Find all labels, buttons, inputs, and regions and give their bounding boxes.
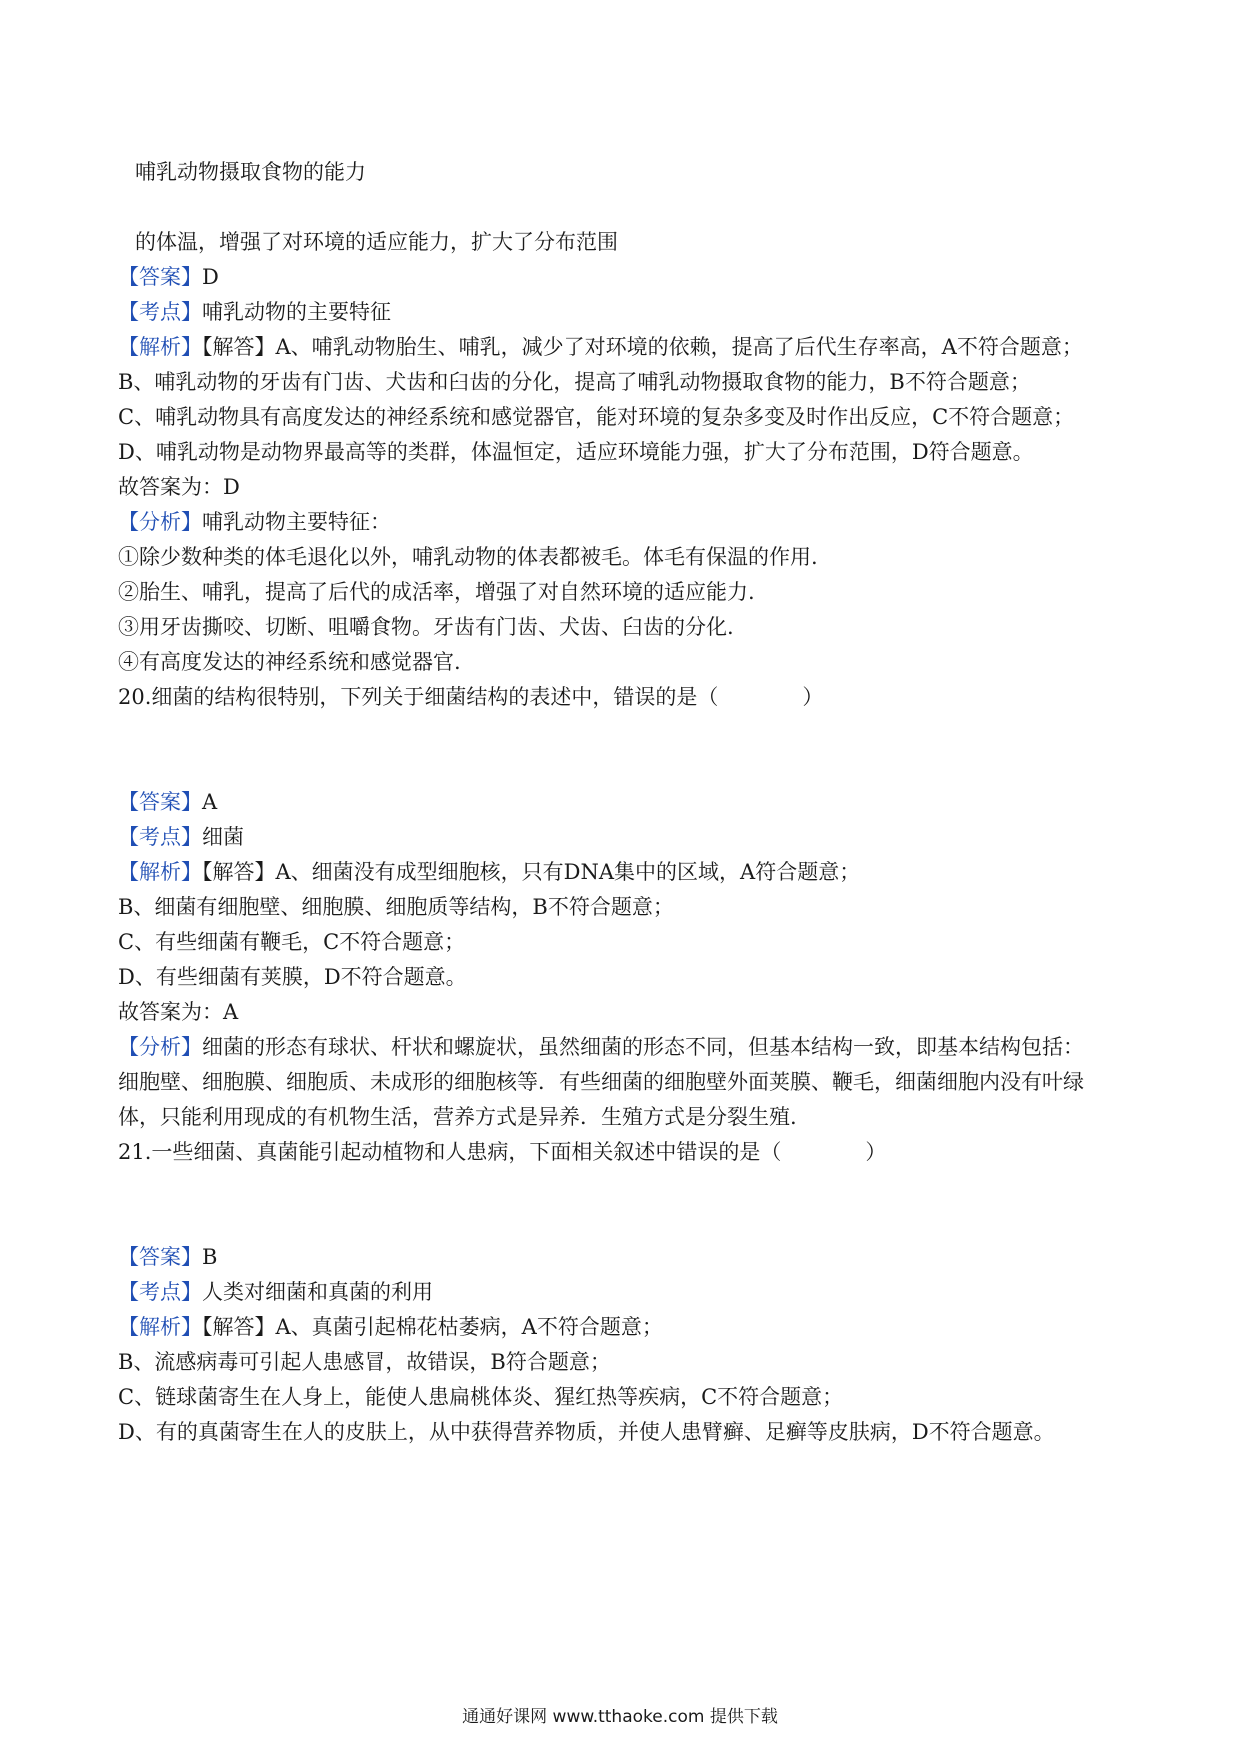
q19-point xyxy=(118,297,1128,327)
q20-stem: 20.细菌的结构很特别，下列关于细菌结构的表述中，错误的是（ ） xyxy=(118,685,824,709)
fenxi-tag: 【分析】 xyxy=(118,1035,202,1059)
q20-answer xyxy=(118,787,1128,817)
q20-fenxi-line: 体，只能利用现成的有机物生活，营养方式是异养．生殖方式是分裂生殖. xyxy=(118,1105,797,1129)
q21-analysis-line: C、链球菌寄生在人身上，能使人患扁桃体炎、猩红热等疾病，C不符合题意； xyxy=(118,1385,844,1409)
q19-fenxi xyxy=(118,507,1128,537)
q20-final-answer: 故答案为：A xyxy=(118,1000,239,1024)
q19-fenxi-line: ②胎生、哺乳，提高了后代的成活率，增强了对自然环境的适应能力. xyxy=(118,580,755,604)
q19-fenxi-line: ③用牙齿撕咬、切断、咀嚼食物。牙齿有门齿、犬齿、臼齿的分化. xyxy=(118,615,734,639)
page-footer: 通通好课网 www.tthaoke.com 提供下载 xyxy=(462,1707,778,1727)
q19-option-d-continued: 的体温，增强了对环境的适应能力，扩大了分布范围 xyxy=(135,230,618,254)
q20-fenxi xyxy=(118,1032,1128,1062)
point-value: 人类对细菌和真菌的利用 xyxy=(202,1280,433,1304)
q21-answer xyxy=(118,1242,1128,1272)
answer-value: A xyxy=(202,790,218,814)
point-tag: 【考点】 xyxy=(118,825,202,849)
q19-analysis-line: B、哺乳动物的牙齿有门齿、犬齿和臼齿的分化，提高了哺乳动物摄取食物的能力，B不符合题意； xyxy=(118,370,1031,394)
q20-fenxi-line: 细胞壁、细胞膜、细胞质、未成形的细胞核等．有些细菌的细胞壁外面荚膜、鞭毛，细菌细胞内没有叶绿 xyxy=(118,1070,1084,1094)
q19-analysis-line: C、哺乳动物具有高度发达的神经系统和感觉器官，能对环境的复杂多变及时作出反应，C不符合题意； xyxy=(118,405,1075,429)
q19-fenxi-line: ④有高度发达的神经系统和感觉器官. xyxy=(118,650,461,674)
analysis-tag: 【解析】 xyxy=(118,335,202,359)
q19-fenxi-line: ①除少数种类的体毛退化以外，哺乳动物的体表都被毛。体毛有保温的作用. xyxy=(118,545,818,569)
q21-analysis-line: D、有的真菌寄生在人的皮肤上，从中获得营养物质，并使人患臂癣、足癣等皮肤病，D不符合题意。 xyxy=(118,1420,1055,1444)
q19-final-answer: 故答案为：D xyxy=(118,475,240,499)
analysis-tag: 【解析】 xyxy=(118,1315,202,1339)
answer-value: D xyxy=(202,265,219,289)
q21-point xyxy=(118,1277,1128,1307)
analysis-text: 【解答】A、哺乳动物胎生、哺乳，减少了对环境的依赖，提高了后代生存率高，A不符合题意； xyxy=(202,335,1083,359)
q19-answer xyxy=(118,262,1128,292)
fenxi-text: 哺乳动物主要特征： xyxy=(202,510,391,534)
answer-value: B xyxy=(202,1245,218,1269)
q20-point xyxy=(118,822,1128,852)
point-value: 细菌 xyxy=(202,825,244,849)
q19-analysis xyxy=(118,332,1128,362)
answer-tag: 【答案】 xyxy=(118,790,202,814)
point-tag: 【考点】 xyxy=(118,300,202,324)
analysis-text: 【解答】A、细菌没有成型细胞核，只有DNA集中的区域，A符合题意； xyxy=(202,860,861,884)
point-value: 哺乳动物的主要特征 xyxy=(202,300,391,324)
fenxi-text: 细菌的形态有球状、杆状和螺旋状，虽然细菌的形态不同，但基本结构一致，即基本结构包括： xyxy=(202,1035,1084,1059)
q21-analysis-line: B、流感病毒可引起人患感冒，故错误，B符合题意； xyxy=(118,1350,611,1374)
q21-analysis xyxy=(118,1312,1128,1342)
fenxi-tag: 【分析】 xyxy=(118,510,202,534)
q21-stem: 21.一些细菌、真菌能引起动植物和人患病，下面相关叙述中错误的是（ ） xyxy=(118,1140,887,1164)
q19-option-b-continued: 哺乳动物摄取食物的能力 xyxy=(135,160,366,184)
analysis-tag: 【解析】 xyxy=(118,860,202,884)
q20-analysis-line: D、有些细菌有荚膜，D不符合题意。 xyxy=(118,965,467,989)
q19-analysis-line: D、哺乳动物是动物界最高等的类群，体温恒定，适应环境能力强，扩大了分布范围，D符合题意。 xyxy=(118,440,1034,464)
q20-analysis-line: B、细菌有细胞壁、细胞膜、细胞质等结构，B不符合题意； xyxy=(118,895,674,919)
q20-analysis-line: C、有些细菌有鞭毛，C不符合题意； xyxy=(118,930,466,954)
q20-analysis xyxy=(118,857,1128,887)
answer-tag: 【答案】 xyxy=(118,1245,202,1269)
point-tag: 【考点】 xyxy=(118,1280,202,1304)
analysis-text: 【解答】A、真菌引起棉花枯萎病，A不符合题意； xyxy=(202,1315,663,1339)
answer-tag: 【答案】 xyxy=(118,265,202,289)
